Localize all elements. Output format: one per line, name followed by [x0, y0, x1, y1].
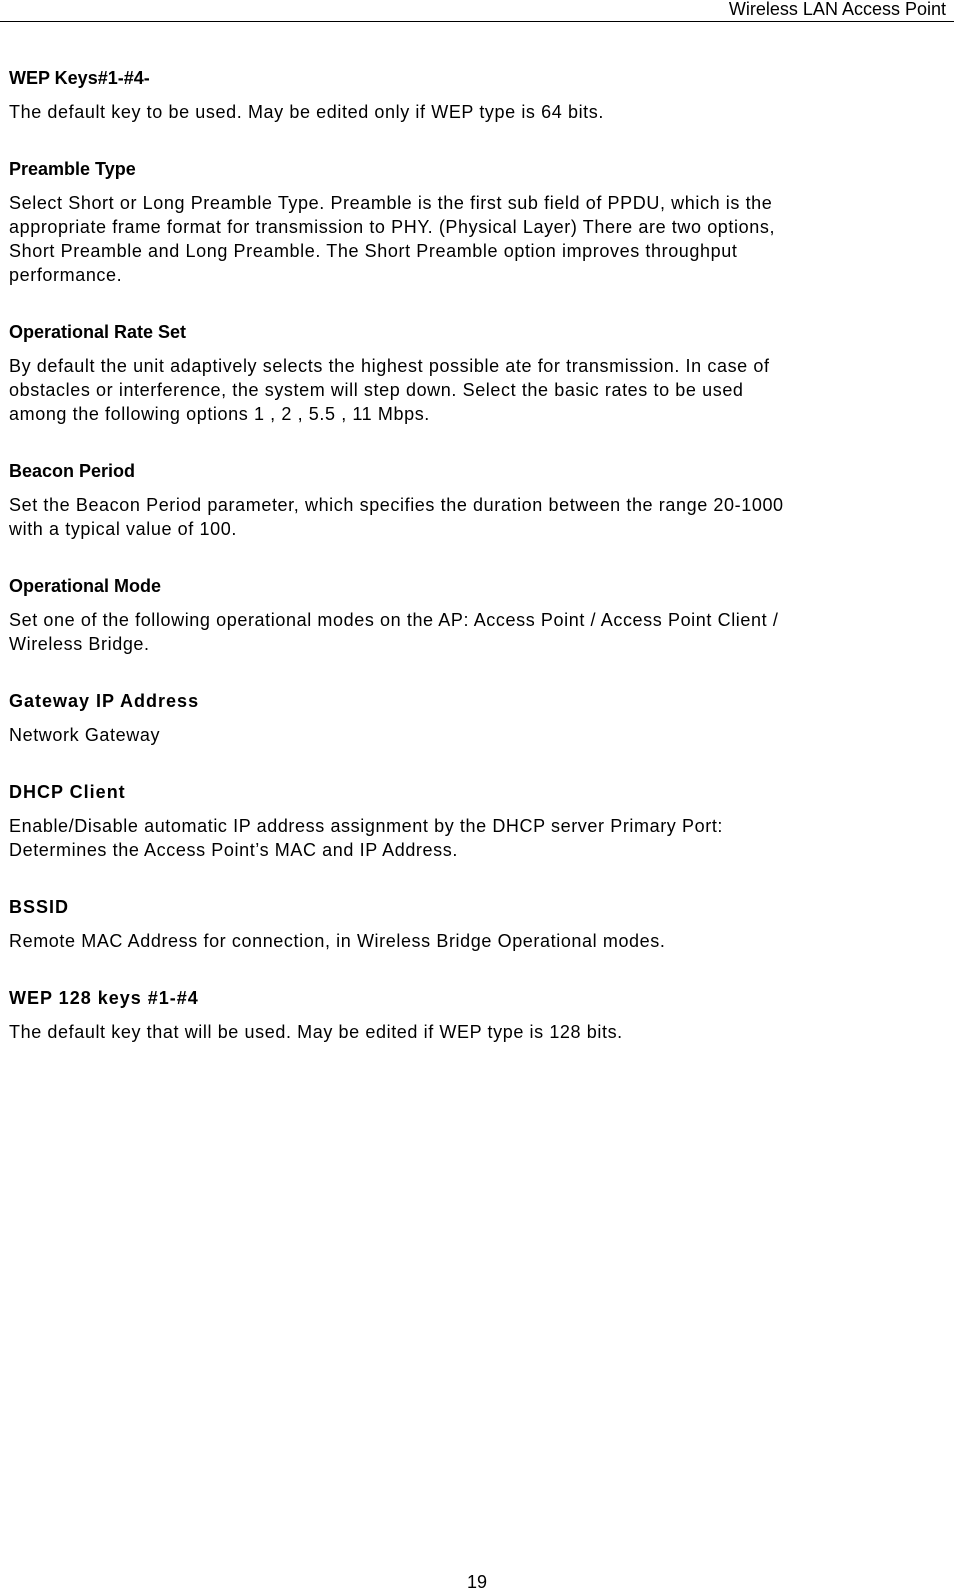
section-gateway-ip-address [9, 689, 945, 747]
section-title: Preamble Type [9, 159, 136, 179]
section-beacon-period [9, 459, 945, 541]
page-number: 19 [466, 1572, 488, 1592]
section-wep-keys-64 [9, 66, 945, 124]
section-wep-keys-128 [9, 986, 945, 1044]
section-title: DHCP Client [9, 782, 126, 802]
section-preamble-type [9, 157, 945, 287]
section-operational-rate-set [9, 320, 945, 426]
section-body: Set one of the following operational modes on the AP: Access Point / Access Point Client / Wireless Bridge. [9, 610, 779, 654]
section-body: Remote MAC Address for connection, in Wireless Bridge Operational modes. [9, 931, 666, 951]
section-body: The default key that will be used. May be edited if WEP type is 128 bits. [9, 1022, 623, 1042]
section-body: Network Gateway [9, 725, 161, 745]
section-body: The default key to be used. May be edited only if WEP type is 64 bits. [9, 102, 604, 122]
section-title: BSSID [9, 897, 70, 917]
section-title: Operational Rate Set [9, 322, 187, 342]
section-body: Enable/Disable automatic IP address assignment by the DHCP server Primary Port: Determines the Access Point’s MAC and IP Address. [9, 816, 724, 860]
section-body: Select Short or Long Preamble Type. Preamble is the first sub field of PPDU, which is the appropriate frame format for transmission to PHY. (Physical Layer) There are two options, Short Preamble and Long Preamble. The Short Preamble option improves throughput performance. [9, 193, 776, 285]
section-bssid [9, 895, 945, 953]
section-dhcp-client [9, 780, 945, 862]
document-body [9, 66, 945, 1077]
section-title: WEP Keys#1-#4- [9, 68, 150, 88]
section-title: WEP 128 keys #1-#4 [9, 988, 199, 1008]
section-body: Set the Beacon Period parameter, which specifies the duration between the range 20-1000 with a typical value of 100. [9, 495, 784, 539]
header-title: Wireless LAN Access Point [728, 0, 946, 19]
section-body: By default the unit adaptively selects the highest possible ate for transmission. In case of obstacles or interference, the system will step down. Select the basic rates to be used among the following options 1 , 2 , 5.5 , 11 Mbps. [9, 356, 770, 424]
section-title: Gateway IP Address [9, 691, 200, 711]
section-operational-mode [9, 574, 945, 656]
page-header [0, 0, 954, 22]
section-title: Operational Mode [9, 576, 162, 596]
section-title: Beacon Period [9, 461, 136, 481]
